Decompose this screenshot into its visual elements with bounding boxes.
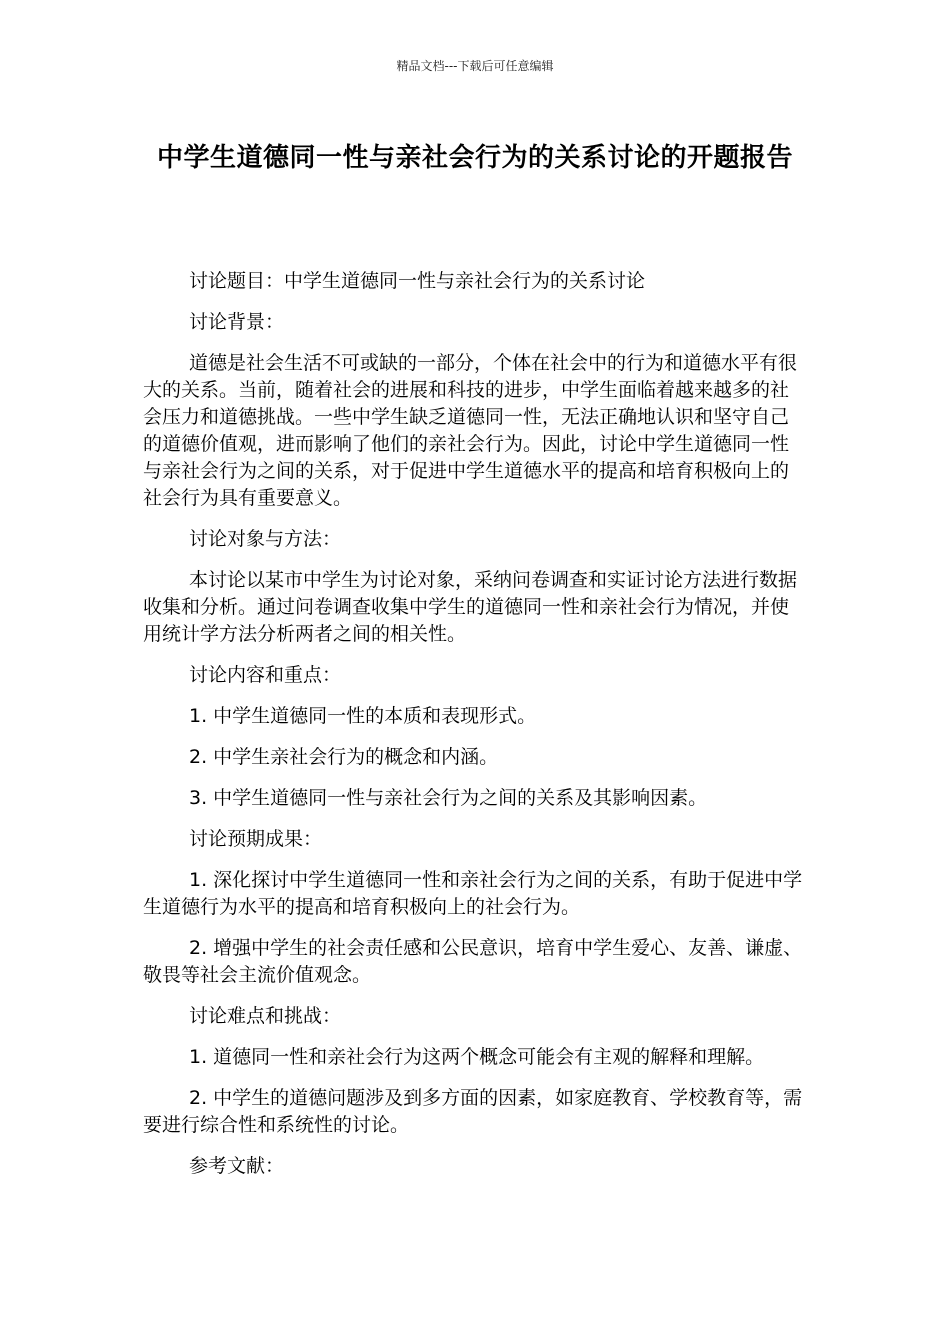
- heading-content-focus: 讨论内容和重点：: [189, 664, 342, 686]
- list-item-content-2: 2. 中学生亲社会行为的概念和内涵。: [189, 746, 499, 768]
- list-item-difficulty-2: 2. 中学生的道德问题涉及到多方面的因素，如家庭教育、学校教育等，需要进行综合性和系统性的讨论。: [143, 1087, 803, 1136]
- paragraph-subjects-methods: 本讨论以某市中学生为讨论对象，采纳问卷调查和实证讨论方法进行数据收集和分析。通过问卷调查收集中学生的道德同一性和亲社会行为情况，并使用统计学方法分析两者之间的相关性。: [143, 569, 798, 645]
- document-body: [143, 268, 807, 1194]
- list-item-difficulty-1: 1. 道德同一性和亲社会行为这两个概念可能会有主观的解释和理解。: [189, 1046, 765, 1068]
- list-item-result-1: 1. 深化探讨中学生道德同一性和亲社会行为之间的关系，有助于促进中学生道德行为水平的提高和培育积极向上的社会行为。: [143, 869, 803, 918]
- document-title: 中学生道德同一性与亲社会行为的关系讨论的开题报告: [156, 143, 793, 173]
- heading-subjects-methods: 讨论对象与方法：: [189, 528, 342, 550]
- list-item-result-2: 2. 增强中学生的社会责任感和公民意识，培育中学生爱心、友善、谦虚、敬畏等社会主流价值观念。: [143, 937, 803, 986]
- paragraph-topic: 讨论题目：中学生道德同一性与亲社会行为的关系讨论: [189, 270, 646, 292]
- heading-difficulties: 讨论难点和挑战：: [189, 1005, 342, 1027]
- heading-expected-results: 讨论预期成果：: [189, 828, 323, 850]
- paragraph-background: 道德是社会生活不可或缺的一部分，个体在社会中的行为和道德水平有很大的关系。当前，随着社会的进展和科技的进步，中学生面临着越来越多的社会压力和道德挑战。一些中学生缺乏道德同一性，无法正确地认识和坚守自己的道德价值观，进而影响了他们的亲社会行为。因此，讨论中学生道德同一性与亲社会行为之间的关系，对于促进中学生道德水平的提高和培育积极向上的社会行为具有重要意义。: [143, 352, 798, 509]
- heading-background: 讨论背景：: [189, 311, 285, 333]
- heading-references: 参考文献：: [189, 1155, 285, 1177]
- list-item-content-3: 3. 中学生道德同一性与亲社会行为之间的关系及其影响因素。: [189, 787, 708, 809]
- page-header: 精品文档---下载后可任意编辑: [396, 59, 554, 73]
- list-item-content-1: 1. 中学生道德同一性的本质和表现形式。: [189, 705, 537, 727]
